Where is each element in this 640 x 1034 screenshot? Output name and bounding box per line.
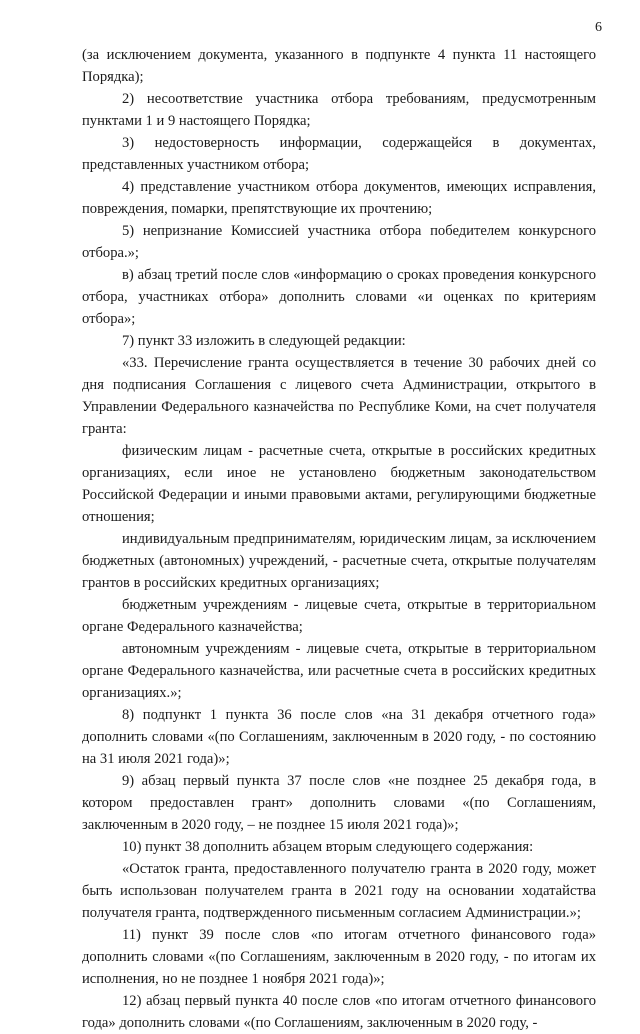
paragraph: 3) недостоверность информации, содержащейся в документах, представленных участником отбора;: [82, 135, 596, 173]
document-body: [82, 44, 596, 1034]
paragraph: индивидуальным предпринимателям, юридическим лицам, за исключением бюджетных (автономных) учреждений, - расчетные счета, открытые получателям грантов в российских кредитных организациях;: [82, 531, 596, 591]
paragraph: «Остаток гранта, предоставленного получателю гранта в 2020 году, может быть использован получателем гранта в 2021 году на основании ходатайства получателя гранта, подтвержденного письменным согласием Администрации.»;: [82, 861, 596, 921]
paragraph: 9) абзац первый пункта 37 после слов «не позднее 25 декабря года, в котором предоставлен грант» дополнить словами «(по Соглашениям, заключенным в 2020 году, – не позднее 15 июля 2021 года)»;: [82, 773, 596, 833]
paragraph: 10) пункт 38 дополнить абзацем вторым следующего содержания:: [122, 839, 534, 855]
paragraph: в) абзац третий после слов «информацию о сроках проведения конкурсного отбора, участниках отбора» дополнить словами «и оценках по критериям отбора»;: [82, 267, 596, 327]
paragraph: 5) непризнание Комиссией участника отбора победителем конкурсного отбора.»;: [82, 223, 596, 261]
paragraph: автономным учреждениям - лицевые счета, открытые в территориальном органе Федерального казначейства, или расчетные счета в российских кредитных организациях.»;: [82, 641, 596, 701]
page-number: 6: [595, 20, 602, 35]
paragraph: 8) подпункт 1 пункта 36 после слов «на 31 декабря отчетного года» дополнить словами «(по Соглашениям, заключенным в 2020 году, - по состоянию на 31 июля 2021 года)»;: [82, 707, 596, 767]
paragraph: (за исключением документа, указанного в подпункте 4 пункта 11 настоящего Порядка);: [82, 47, 596, 85]
paragraph: 12) абзац первый пункта 40 после слов «по итогам отчетного финансового года» дополнить словами «(по Соглашениям, заключенным в 2020 году, -: [82, 993, 596, 1031]
paragraph: физическим лицам - расчетные счета, открытые в российских кредитных организациях, если иное не установлено бюджетным законодательством Российской Федерации и иными правовыми актами, регулирующими бюджетные отношения;: [82, 443, 596, 525]
paragraph: бюджетным учреждениям - лицевые счета, открытые в территориальном органе Федерального казначейства;: [82, 597, 596, 635]
paragraph: 11) пункт 39 после слов «по итогам отчетного финансового года» дополнить словами «(по Соглашениям, заключенным в 2020 году, - по итогам их исполнения, но не позднее 1 ноября 2021 года)»;: [82, 927, 596, 987]
paragraph: «33. Перечисление гранта осуществляется в течение 30 рабочих дней со дня подписания Соглашения с лицевого счета Администрации, открытого в Управлении Федерального казначейства по Республике Коми, на счет получателя гранта:: [82, 355, 596, 437]
paragraph: 7) пункт 33 изложить в следующей редакции:: [122, 333, 406, 349]
paragraph: 2) несоответствие участника отбора требованиям, предусмотренным пунктами 1 и 9 настоящего Порядка;: [82, 91, 596, 129]
paragraph: 4) представление участником отбора документов, имеющих исправления, повреждения, помарки, препятствующие их прочтению;: [82, 179, 596, 217]
